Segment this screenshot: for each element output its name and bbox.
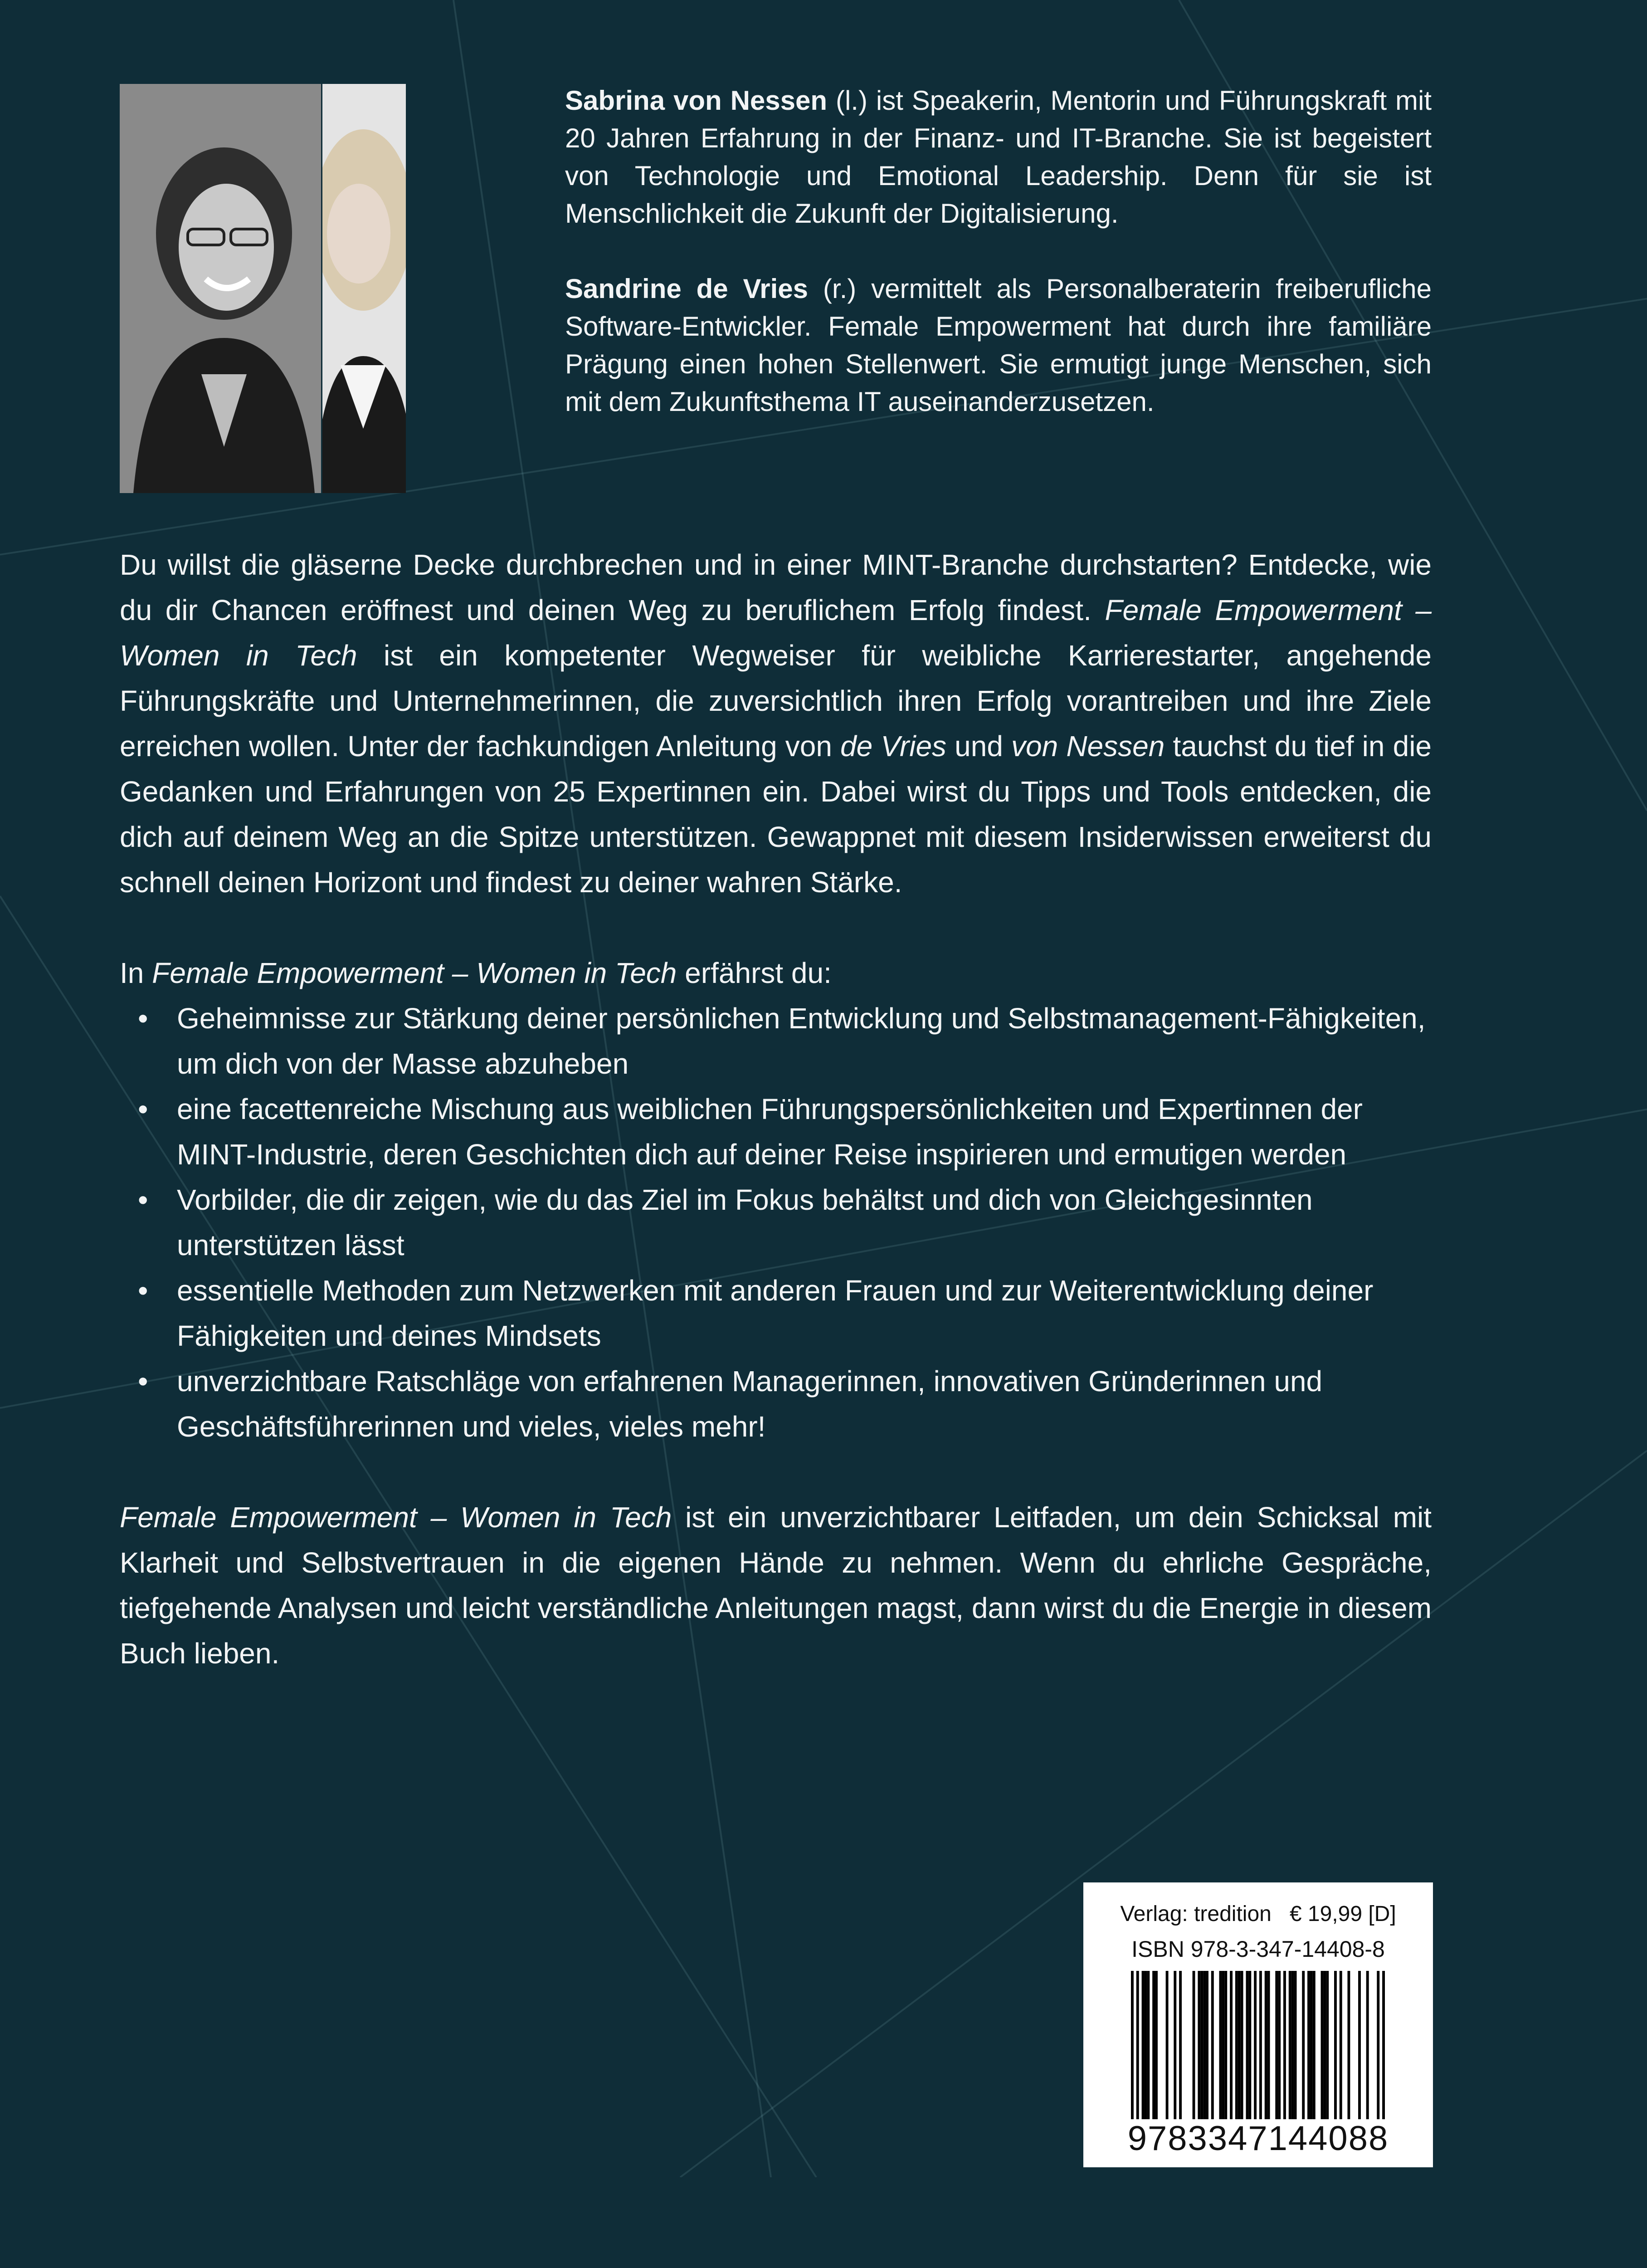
text: ist ein kompetenter Wegweiser für weibliche Karrierestarter, angehende Führungskräfte und Unternehmerinnen, die zuversichtlich ihren Erfolg vorantreiben und ihre Ziele erreichen wollen. Unter der fachkundigen Anleitung von	[120, 639, 1432, 763]
barcode-bar	[1147, 1971, 1150, 2119]
barcode-bar	[1198, 1971, 1200, 2119]
isbn: ISBN 978-3-347-14408-8	[1131, 1936, 1385, 1962]
bio-name: Sabrina von Nessen	[565, 85, 828, 116]
text: Du willst die gläserne Decke durchbrechen und in einer MINT-Branche durchstarten? Entdecke, wie du dir Chancen eröffnest und deinen Weg zu beruflichem Erfolg findest.	[120, 548, 1432, 626]
barcode-bar	[1241, 1971, 1243, 2119]
barcode-bar	[1265, 1971, 1267, 2119]
barcode-bar	[1291, 1971, 1294, 2119]
publisher-price: Verlag: tredition € 19,99 [D]	[1120, 1902, 1396, 1926]
barcode-bar	[1294, 1971, 1297, 2119]
bio-text: (l.) ist Speakerin, Mentorin und Führungskraft mit 20 Jahren Erfahrung in der Finanz- und IT-Branche. Sie ist begeistert von Technologie und Emotional Leadership. Denn für sie ist Menschlichkeit die Zukunft der Digitalisierung.	[565, 85, 1432, 229]
book-title: Female Empowerment – Women in Tech	[120, 594, 1432, 672]
barcode-bar	[1246, 1971, 1248, 2119]
barcode-bar	[1142, 1971, 1145, 2119]
author-name: von Nessen	[1011, 730, 1165, 763]
photo-sandrine-de-vries	[322, 84, 406, 493]
barcode-bar	[1377, 1971, 1379, 2119]
list-item-text: Geheimnisse zur Stärkung deiner persönlichen Entwicklung und Selbstmanagement-Fähigkeiten, um dich von der Masse abzuheben	[177, 1002, 1426, 1080]
barcode-bar	[1166, 1971, 1169, 2119]
text: ist ein unverzichtbarer Leitfaden, um dein Schicksal mit Klarheit und Selbstvertrauen in die eigenen Hände zu nehmen. Wenn du ehrliche Gespräche, tiefgehende Analysen und leicht verständliche Anleitungen magst, dann wirst du die Energie in diesem Buch lieben.	[120, 1501, 1432, 1670]
barcode-bar	[1278, 1971, 1281, 2119]
barcode-bar	[1238, 1971, 1241, 2119]
bullet-icon: •	[138, 1002, 148, 1035]
barcode-bar	[1200, 1971, 1203, 2119]
bullet-icon: •	[138, 1183, 148, 1216]
list-item	[120, 996, 1432, 1086]
barcode-bar	[1235, 1971, 1238, 2119]
barcode-bar	[1206, 1971, 1208, 2119]
bullet-icon: •	[138, 1274, 148, 1307]
list-item	[120, 1268, 1432, 1359]
barcode-bar	[1174, 1971, 1176, 2119]
barcode-bar	[1283, 1971, 1286, 2119]
barcode-bar	[1289, 1971, 1291, 2119]
barcode-bar	[1347, 1971, 1350, 2119]
benefits-list	[120, 996, 1432, 1449]
barcode-label	[1083, 1882, 1433, 2167]
barcode-bar	[1340, 1971, 1342, 2119]
barcode-bar	[1219, 1971, 1222, 2119]
barcode-bar	[1222, 1971, 1224, 2119]
barcode-bar	[1155, 1971, 1158, 2119]
bio-sabrina	[565, 82, 1432, 232]
list-item-text: Vorbilder, die dir zeigen, wie du das Ziel im Fokus behältst und dich von Gleichgesinnten unterstützen lässt	[177, 1183, 1313, 1261]
list-item-text: essentielle Methoden zum Netzwerken mit anderen Frauen und zur Weiterentwicklung deiner Fähigkeiten und deines Mindsets	[177, 1274, 1374, 1352]
barcode-bar	[1248, 1971, 1251, 2119]
text: tauchst du tief in die Gedanken und Erfahrungen von 25 Expertinnen ein. Dabei wirst du Tipps und Tools entdecken, die dich auf deinem Weg an die Spitze unterstützen. Gewappnet mit diesem Insiderwissen erweiterst du schnell deinen Horizont und findest zu deiner wahren Stärke.	[120, 730, 1432, 899]
list-item	[120, 1359, 1432, 1449]
bio-text: (r.) vermittelt als Personalberaterin freiberufliche Software-Entwickler. Female Empowerment hat durch ihre familiäre Prägung einen hohen Stellenwert. Sie ermutigt junge Menschen, sich mit dem Zukunftsthema IT auseinanderzusetzen.	[565, 274, 1432, 417]
barcode-bars	[1131, 1971, 1385, 2119]
barcode-bar	[1259, 1971, 1262, 2119]
text: In	[120, 957, 152, 989]
barcode-bar	[1334, 1971, 1337, 2119]
blurb-paragraph	[120, 542, 1432, 905]
author-name: de Vries	[840, 730, 947, 763]
barcode-bar	[1326, 1971, 1329, 2119]
barcode-bar	[1203, 1971, 1206, 2119]
barcode-bar	[1267, 1971, 1270, 2119]
barcode-bar	[1224, 1971, 1227, 2119]
barcode-bar	[1152, 1971, 1155, 2119]
list-item-text: unverzichtbare Ratschläge von erfahrenen Managerinnen, innovativen Gründerinnen und Geschäftsführerinnen und vieles, vieles mehr!	[177, 1365, 1323, 1443]
book-title: Female Empowerment – Women in Tech	[152, 957, 677, 989]
barcode-bar	[1211, 1971, 1214, 2119]
bullet-icon: •	[138, 1093, 148, 1125]
list-intro	[120, 950, 1432, 996]
barcode-bar	[1230, 1971, 1233, 2119]
photo-sabrina-von-nessen	[120, 84, 321, 493]
author-photos	[120, 84, 406, 493]
barcode-bar	[1313, 1971, 1316, 2119]
bio-name: Sandrine de Vries	[565, 274, 809, 304]
barcode-bar	[1358, 1971, 1361, 2119]
bullet-icon: •	[138, 1365, 148, 1398]
barcode-bar	[1382, 1971, 1385, 2119]
bio-sandrine	[565, 270, 1432, 420]
list-item	[120, 1086, 1432, 1177]
barcode-bar	[1131, 1971, 1134, 2119]
list-item	[120, 1177, 1432, 1268]
book-title: Female Empowerment – Women in Tech	[120, 1501, 672, 1534]
list-item-text: eine facettenreiche Mischung aus weiblichen Führungspersönlichkeiten und Expertinnen der MINT-Industrie, deren Geschichten dich auf deiner Reise inspirieren und ermutigen werden	[177, 1093, 1363, 1171]
barcode-bar	[1179, 1971, 1182, 2119]
ean-number: 9783347144088	[1127, 2119, 1389, 2158]
closing-paragraph	[120, 1495, 1432, 1676]
text: erfährst du:	[677, 957, 832, 989]
barcode-bar	[1323, 1971, 1326, 2119]
barcode-bar	[1307, 1971, 1310, 2119]
author-bios	[565, 82, 1432, 458]
barcode-bar	[1275, 1971, 1278, 2119]
barcode-bar	[1302, 1971, 1305, 2119]
barcode-bar	[1321, 1971, 1324, 2119]
barcode-bar	[1366, 1971, 1369, 2119]
barcode-bar	[1193, 1971, 1195, 2119]
text: und	[946, 730, 1012, 763]
barcode-bar	[1254, 1971, 1257, 2119]
barcode-bar	[1144, 1971, 1147, 2119]
barcode-bar	[1310, 1971, 1313, 2119]
blurb	[120, 542, 1432, 1676]
barcode-bar	[1136, 1971, 1139, 2119]
